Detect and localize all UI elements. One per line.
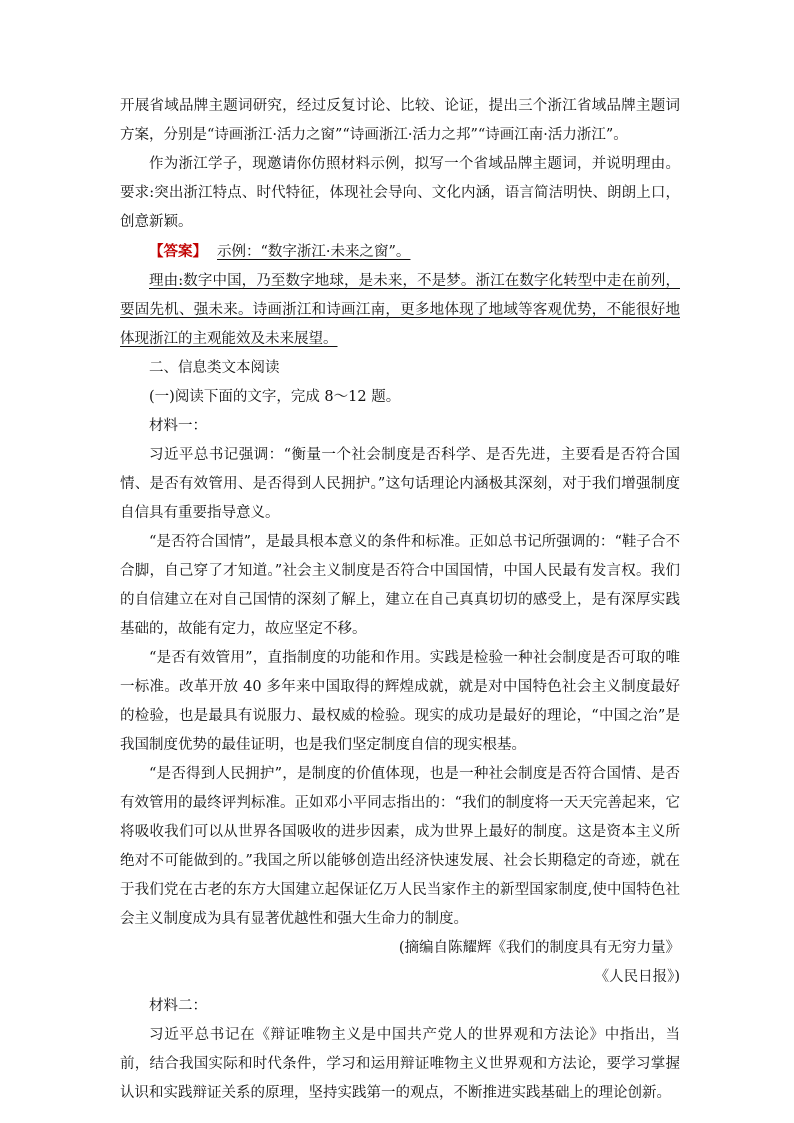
answer-example: 示例：“数字浙江·未来之窗”。: [217, 244, 411, 260]
answer-label: 【答案】: [149, 243, 207, 260]
task-paragraph: 作为浙江学子，现邀请你仿照材料示例，拟写一个省域品牌主题词，并说明理由。要求:突出浙江特点、时代特征，体现社会导向、文化内涵，语言简洁明快、朗朗上口，创意新颖。: [120, 156, 680, 230]
material1-paragraph: “是否得到人民拥护”，是制度的价值体现，也是一种社会制度是否符合国情、是否有效管用的最终评判标准。正如邓小平同志指出的：“我们的制度将一天天完善起来，它将吸收我们可以从世界各国吸收的进步因素，成为世界上最好的制度。这是资本主义所绝对不可能做到的。”我国之所以能够创造出经济快速发展、社会长期稳定的奇迹，就在于我们党在古老的东方大国建立起保证亿万人民当家作主的新型国家制度,使中国特色社会主义制度成为具有显著优越性和强大生命力的制度。: [120, 766, 680, 927]
source-citation: 《人民日报》): [594, 969, 680, 985]
material2-heading: 材料二：: [149, 998, 207, 1014]
material1-heading: 材料一：: [149, 418, 207, 434]
answer-line: [120, 237, 680, 267]
material1-paragraph: “是否符合国情”，是最具根本意义的条件和标准。正如总书记所强调的：“鞋子合不合脚，自己穿了才知道。”社会主义制度是否符合中国国情，中国人民最有发言权。我们的自信建立在对自己国情的深刻了解上，建立在自己真真切切的感受上，是有深厚实践基础的，故能有定力，故应坚定不移。: [120, 534, 680, 637]
answer-reason-text: 理由:数字中国，乃至数字地球，是未来，不是梦。浙江在数字化转型中走在前列，要固先机、强未来。诗画浙江和诗画江南，更多地体现了地域等客观优势，不能很好地体现浙江的主观能效及未来展望。: [120, 273, 680, 347]
document-body: [120, 92, 680, 1108]
material2-paragraph: 习近平总书记在《辩证唯物主义是中国共产党人的世界观和方法论》中指出，当前，结合我国实际和时代条件，学习和运用辩证唯物主义世界观和方法论，要学习掌握认识和实践辩证关系的原理，坚持实践第一的观点，不断推进实践基础上的理论创新。: [120, 1027, 680, 1101]
material1-paragraph: 习近平总书记强调：“衡量一个社会制度是否科学、是否先进，主要看是否符合国情、是否有效管用、是否得到人民拥护。”这句话理论内涵极其深刻，对于我们增强制度自信具有重要指导意义。: [120, 447, 680, 521]
answer-reason: [120, 267, 680, 354]
material1-paragraph: “是否有效管用”，直指制度的功能和作用。实践是检验一种社会制度是否可取的唯一标准。改革开放 40 多年来中国取得的辉煌成就，就是对中国特色社会主义制度最好的检验，也是最具有说服力、最权威的检验。现实的成功是最好的理论，“中国之治”是我国制度优势的最佳证明，也是我们坚定制度自信的现实根基。: [120, 650, 680, 753]
section-title: 二、信息类文本阅读: [149, 360, 280, 376]
source-citation: (摘编自陈耀辉《我们的制度具有无穷力量》: [398, 940, 680, 956]
intro-paragraph: 开展省域品牌主题词研究，经过反复讨论、比较、论证，提出三个浙江省域品牌主题词方案，分别是“诗画浙江·活力之窗”“诗画浙江·活力之邦”“诗画江南·活力浙江”。: [120, 98, 680, 143]
section-instruction: (一)阅读下面的文字，完成 8～12 题。: [149, 389, 401, 405]
